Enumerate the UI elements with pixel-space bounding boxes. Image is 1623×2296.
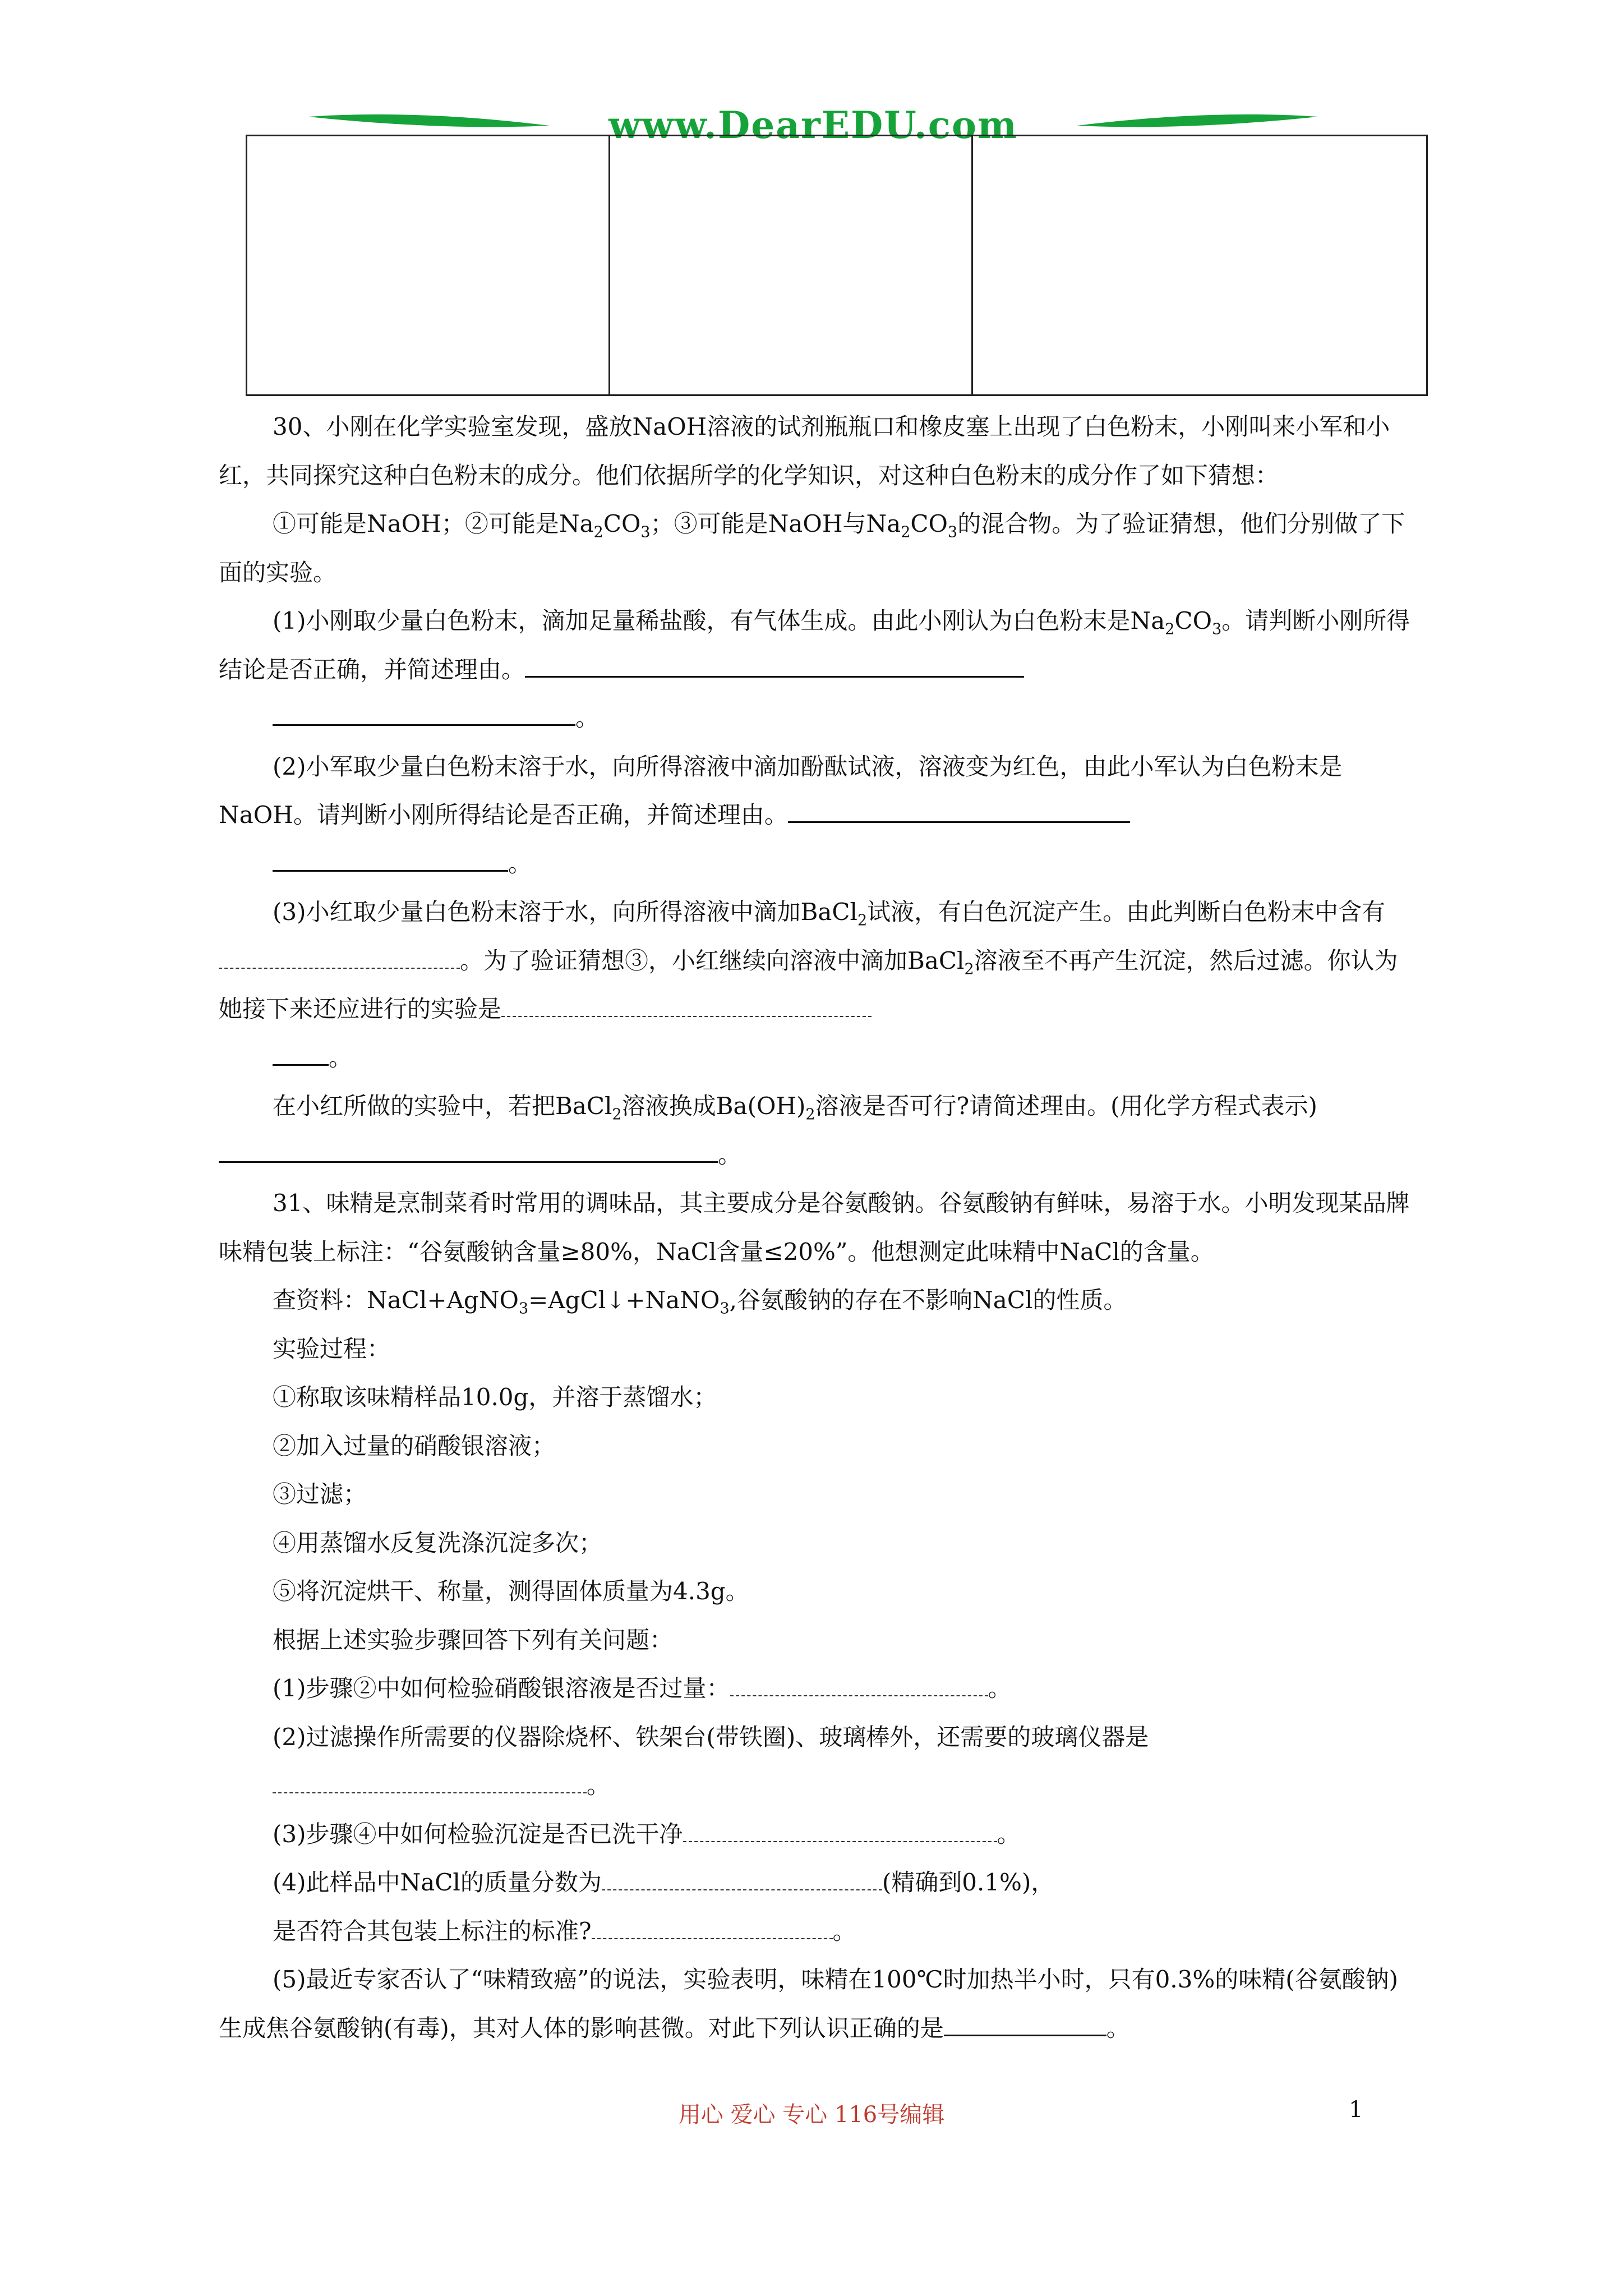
q31-answer5: (5)最近专家否认了“味精致癌”的说法，实验表明，味精在100℃时加热半小时，只有0.3%的味精(谷氨酸钠)生成焦谷氨酸钠(有毒)，其对人体的影响甚微。对此下列认识正确的是 。 bbox=[219, 1966, 1399, 2042]
answer-blank[interactable] bbox=[788, 801, 1130, 823]
page-number: 1 bbox=[1349, 2097, 1363, 2123]
q30-guesses: ①可能是NaOH；②可能是$Na_2CO_3$；③可能是NaOH与$Na_2CO_3$的混合物。为了验证猜想，他们分别做了下面的实验。 bbox=[219, 510, 1405, 586]
q31-ask: 根据上述实验步骤回答下列有关问题： bbox=[273, 1626, 674, 1654]
q30-step1: (1)小刚取少量白色粉末，滴加足量稀盐酸，有气体生成。由此小刚认为白色粉末是$Na_2CO_3$。请判断小刚所得结论是否正确，并简述理由。 bbox=[219, 607, 1410, 683]
answer-blank[interactable] bbox=[219, 947, 460, 969]
answer-blank[interactable] bbox=[944, 2014, 1106, 2036]
q31-step-item: ⑤将沉淀烘干、称量，测得固体质量为4.3g。 bbox=[273, 1577, 749, 1605]
q31-step-item: ②加入过量的硝酸银溶液； bbox=[273, 1432, 556, 1460]
q30-step4: 在小红所做的实验中，若把BaCl$_2$溶液换成$Ba(OH)_2$溶液是否可行?请简述理由。(用化学方程式表示)。 bbox=[219, 1082, 1416, 1179]
table-cell bbox=[972, 136, 1427, 395]
answer-blank[interactable] bbox=[273, 704, 575, 726]
answer-blank[interactable] bbox=[273, 1044, 329, 1066]
document-body bbox=[219, 403, 1416, 2053]
page-footer: 用心 爱心 专心 116号编辑 bbox=[678, 2102, 945, 2128]
table-cell bbox=[610, 136, 972, 395]
q30-step2-cont: 。 bbox=[219, 840, 1416, 889]
q31-step-item: ①称取该味精样品10.0g，并溶于蒸馏水； bbox=[273, 1383, 717, 1411]
q31-answer3: (3)步骤④中如何检验沉淀是否已洗干净 。 bbox=[273, 1820, 1021, 1848]
q31-answer4: (4)此样品中NaCl的质量分数为 (精确到0.1%)， bbox=[273, 1869, 1055, 1896]
q30-step2: (2)小军取少量白色粉末溶于水，向所得溶液中滴加酚酞试液，溶液变为红色，由此小军认为白色粉末是NaOH。请判断小刚所得结论是否正确，并简述理由。 bbox=[219, 752, 1343, 829]
answer-blank[interactable] bbox=[730, 1675, 988, 1696]
answer-blank[interactable] bbox=[602, 1869, 882, 1890]
answer-blank[interactable] bbox=[525, 656, 1024, 678]
answer-blank[interactable] bbox=[273, 1772, 587, 1793]
q31-step-item: ④用蒸馏水反复洗涤沉淀多次； bbox=[273, 1529, 603, 1557]
answer-blank[interactable] bbox=[683, 1821, 997, 1842]
answer-blank[interactable] bbox=[501, 996, 872, 1017]
answer-blank[interactable] bbox=[219, 1141, 718, 1163]
q31-process-title: 实验过程： bbox=[273, 1335, 391, 1363]
q31-answer2: (2)过滤操作所需要的仪器除烧杯、铁架台(带铁圈)、玻璃棒外，还需要的玻璃仪器是 bbox=[273, 1723, 1149, 1751]
q31-intro: 31、味精是烹制菜肴时常用的调味品，其主要成分是谷氨酸钠。谷氨酸钠有鲜味，易溶于水。小明发现某品牌味精包装上标注：“谷氨酸钠含量≥80%，NaCl含量≤20%”。他想测定此味精中NaCl的含量。 bbox=[219, 1189, 1410, 1266]
answer-table bbox=[246, 135, 1428, 396]
q30-step1-cont: 。 bbox=[219, 694, 1416, 743]
q31-answer1: (1)步骤②中如何检验硝酸银溶液是否过量： 。 bbox=[273, 1674, 1012, 1702]
answer-blank[interactable] bbox=[592, 1918, 833, 1939]
q31-step-item: ③过滤； bbox=[273, 1480, 367, 1508]
q31-answer4b: 是否符合其包装上标注的标准? 。 bbox=[273, 1917, 856, 1945]
q30-step3: (3)小红取少量白色粉末溶于水，向所得溶液中滴加BaCl$_2$试液，有白色沉淀产生。由此判断白色粉末中含有。为了验证猜想③，小红继续向溶液中滴加BaCl$_2$溶液至不再产生沉淀，然后过滤。你认为她接下来还应进行的实验是 bbox=[219, 898, 1398, 1023]
table-cell bbox=[247, 136, 610, 395]
answer-blank[interactable] bbox=[273, 850, 508, 872]
site-logo: www.DearEDU.com bbox=[608, 103, 1018, 147]
q31-reference: 查资料：NaCl+AgNO$_3$=AgCl↓+NaNO$_3$,谷氨酸钠的存在不影响NaCl的性质。 bbox=[273, 1286, 1127, 1318]
q30-step3-cont: 。 bbox=[219, 1034, 1416, 1083]
q31-answer2-cont: 。 bbox=[219, 1761, 1416, 1810]
q30-intro: 30、小刚在化学实验室发现，盛放NaOH溶液的试剂瓶瓶口和橡皮塞上出现了白色粉末，小刚叫来小军和小红，共同探究这种白色粉末的成分。他们依据所学的化学知识，对这种白色粉末的成分作了如下猜想： bbox=[219, 413, 1390, 489]
